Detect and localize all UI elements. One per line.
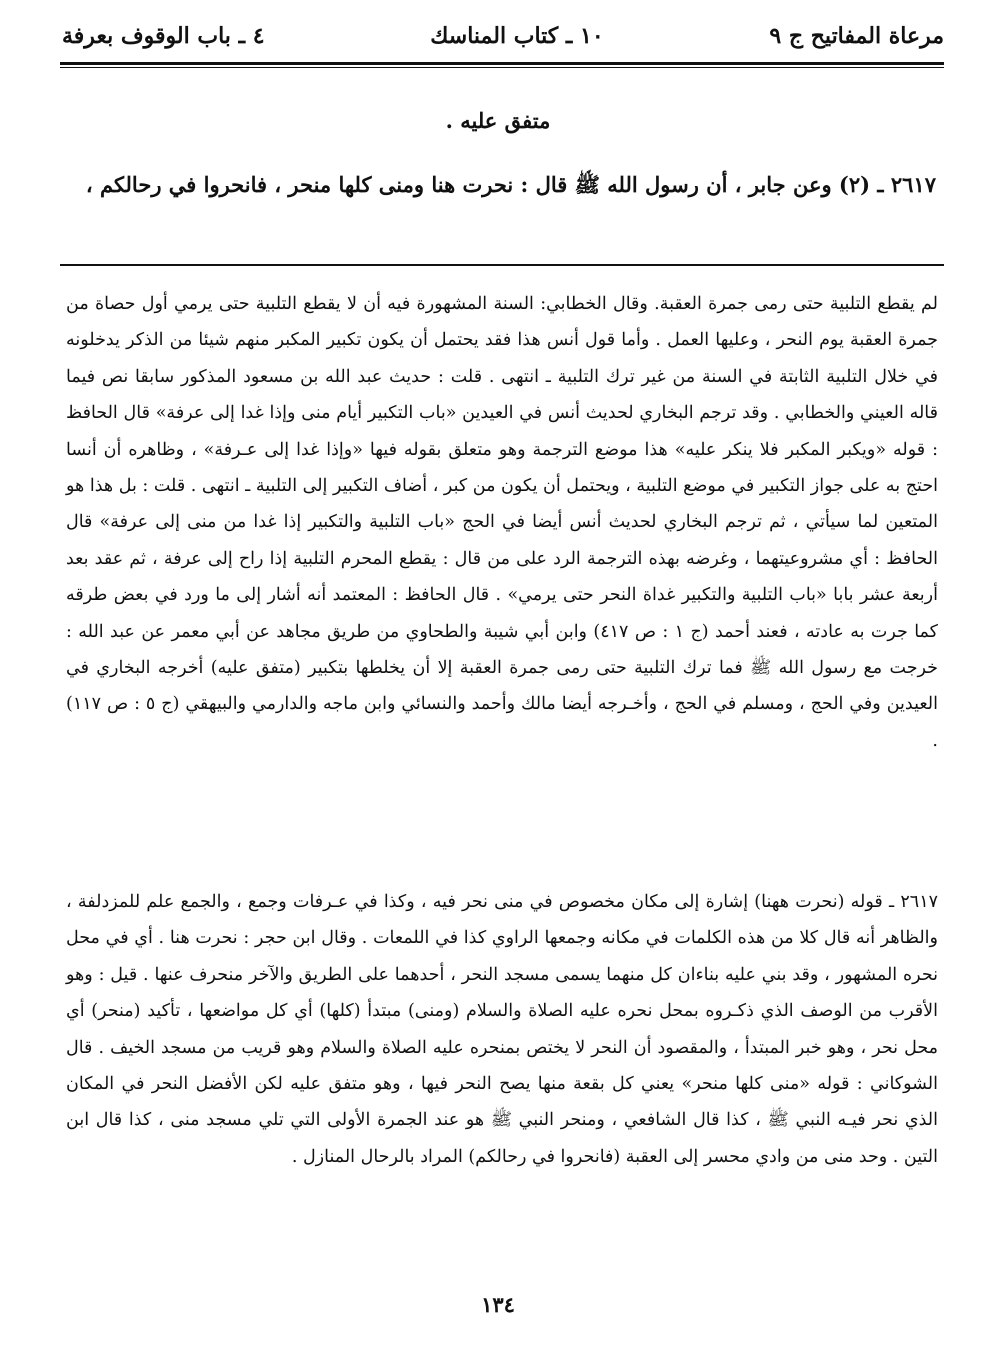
running-header <box>62 18 944 54</box>
header-book-title: مرعاة المفاتيح ج ٩ <box>769 23 944 49</box>
main-text-hadith: ٢٦١٧ ـ (٢) وعن جابر ، أن رسول الله ﷺ قال : نحرت هنا ومنى كلها منحر ، فانحروا في رحالكم ، <box>85 172 936 197</box>
header-rule-thin <box>60 67 944 68</box>
header-chapter: ١٠ ـ كتاب المناسك <box>430 23 604 49</box>
header-rule-thick <box>60 62 944 65</box>
main-text-line: متفق عليه . <box>445 108 551 133</box>
commentary-separator <box>60 264 944 266</box>
page-number: ١٣٤ <box>481 1292 515 1317</box>
commentary-paragraph: ٢٦١٧ ـ قوله (نحرت ههنا) إشارة إلى مكان مخصوص في منى نحر فيه ، وكذا في عـرفات وجمع ، والجمع علم للمزدلفة ، والظاهر أنه قال كلا من هذه الكلمات في مكانه وجمعها الراوي كذا في اللمعات . وقال ابن حجر : نحرت هنا . أي في محل نحره المشهور ، وقد بني عليه بناءان كل منهما يسمى مسجد النحر ، أحدهما على الطريق والآخر منحرف عنها . قيل : وهو الأقرب من الوصف الذي ذكـروه بمحل نحره عليه الصلاة والسلام (ومنى) مبتدأ (كلها) أي كل مواضعها ، تأكيد (منحر) أي محل نحر ، وهو خبر المبتدأ ، والمقصود أن النحر لا يختص بمنحره عليه الصلاة والسلام وهو قريب من مسجد الخيف . قال الشوكاني : قوله «منى كلها منحر» يعني كل بقعة منها يصح النحر فيها ، وهو متفق عليه لكن الأفضل النحر في المكان الذي نحر فيـه النبي ﷺ ، كذا قال الشافعي ، ومنحر النبي ﷺ هو عند الجمرة الأولى التي تلي مسجد منى ، كذا قال ابن التين . وحد منى من وادي محسر إلى العقبة (فانحروا في رحالكم) المراد بالرحال المنازل . <box>66 892 938 1167</box>
header-section: ٤ ـ باب الوقوف بعرفة <box>62 23 265 49</box>
commentary-paragraph: لم يقطع التلبية حتى رمى جمرة العقبة. وقال الخطابي: السنة المشهورة فيه أن لا يقطع التلبية حتى يرمي أول حصاة من جمرة العقبة يوم النحر ، وعليها العمل . وأما قول أنس هذا فقد يحتمل أن يكون تكبير المكبر منهم شيئا من الذكر يدخلونه في خلال التلبية الثابتة في السنة من غير ترك التلبية ـ انتهى . قلت : حديث عبد الله بن مسعود المذكور سابقا نص فيما قاله العيني والخطابي . وقد ترجم البخاري لحديث أنس في العيدين «باب التكبير أيام منى وإذا غدا إلى عرفة» قال الحافظ : قوله «ويكبر المكبر فلا ينكر عليه» هذا موضع الترجمة وهو متعلق بقوله فيها «وإذا غدا إلى عـرفة» ، وظاهره أن أنسا احتج به على جواز التكبير في موضع التلبية ، ويحتمل أن يكون من كبر ، أضاف التكبير إلى التلبية ـ انتهى . قلت : بل هذا هو المتعين لما سيأتي ، ثم ترجم البخاري لحديث أنس أيضا في الحج «باب التلبية والتكبير إذا غدا من منى إلى عرفة» قال الحافظ : أي مشروعيتهما ، وغرضه بهذه الترجمة الرد على من قال : يقطع المحرم التلبية إذا راح إلى عرفة ، ثم عقد بعد أربعة عشر بابا «باب التلبية والتكبير غداة النحر حتى يرمي» . قال الحافظ : المعتمد أنه أشار إلى ما ورد في بعض طرقه كما جرت به عادته ، فعند أحمد (ج ١ : ص ٤١٧) وابن أبي شيبة والطحاوي من طريق مجاهد عن أبي معمر عن عبد الله : خرجت مع رسول الله ﷺ فما ترك التلبية حتى رمى جمرة العقبة إلا أن يخلطها بتكبير (متفق عليه) أخرجه البخاري في العيدين وفي الحج ، ومسلم في الحج ، وأخـرجه أيضا مالك وأحمد والنسائي وابن ماجه والدارمي والبيهقي (ج ٥ : ص ١١٧) . <box>66 294 938 751</box>
